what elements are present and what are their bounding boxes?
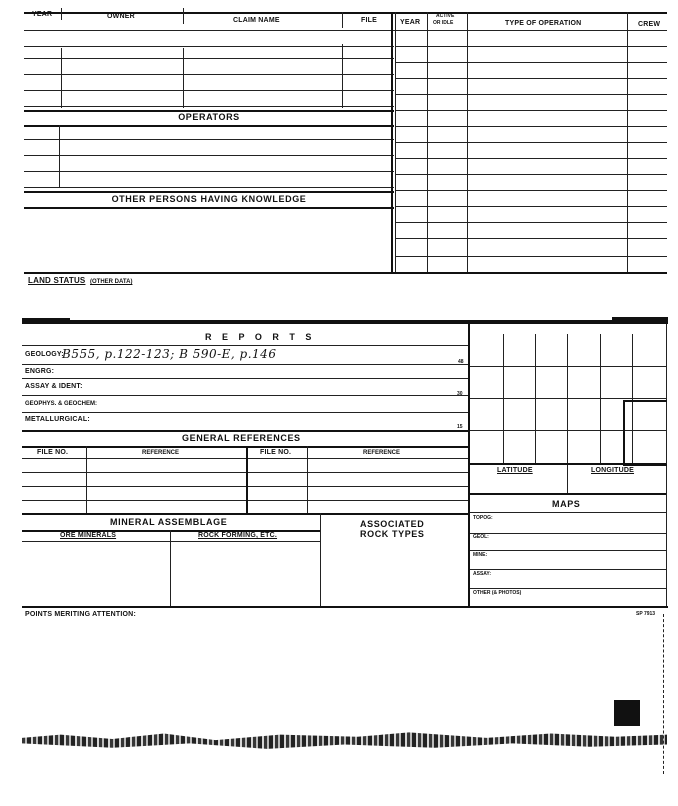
- land-status-label: LAND STATUS: [28, 276, 86, 285]
- row-rule: [395, 46, 667, 47]
- row-rule: [470, 588, 666, 589]
- maps-topog: TOPOG:: [473, 515, 493, 521]
- row-rule: [22, 395, 468, 396]
- scan-smear: [22, 728, 667, 750]
- report-label-assay: ASSAY & IDENT:: [25, 383, 83, 390]
- header-year-2: YEAR: [400, 19, 421, 26]
- maps-geol: GEOL:: [473, 534, 489, 540]
- row-rule: [395, 110, 667, 111]
- right-edge-rule: [663, 614, 664, 774]
- report-value-geology: B555, p.122-123; B 590-E, p.146: [62, 347, 277, 361]
- row-rule: [22, 458, 468, 459]
- row-rule: [22, 486, 468, 487]
- row-rule: [24, 106, 394, 107]
- reports-title-rule: [22, 345, 468, 346]
- row-rule: [395, 174, 667, 175]
- divider: [61, 48, 62, 108]
- divider: [246, 446, 248, 513]
- report-num-metallurgical: 15: [457, 424, 463, 430]
- center-double-rule: [391, 12, 393, 274]
- other-persons-top-rule: [24, 191, 394, 193]
- divider: [342, 44, 343, 108]
- header-active: ACTIVE: [436, 13, 455, 19]
- gen-ref-header-reference-1: REFERENCE: [142, 450, 180, 456]
- row-rule: [395, 142, 667, 143]
- mineral-subheader-rule: [22, 541, 320, 542]
- operators-bottom-rule: [24, 125, 394, 127]
- divider: [183, 8, 184, 24]
- gen-ref-header-reference-2: REFERENCE: [363, 450, 401, 456]
- row-rule: [24, 58, 394, 59]
- report-label-geophys: GEOPHYS. & GEOCHEM:: [25, 401, 98, 407]
- longitude-label: LONGITUDE: [591, 467, 635, 474]
- row-rule: [395, 78, 667, 79]
- rock-forming-label: ROCK FORMING, ETC.: [198, 532, 278, 539]
- maps-assay: ASSAY:: [473, 571, 492, 577]
- header-file: FILE: [361, 17, 377, 24]
- associated-rock-types-line1: ASSOCIATED: [360, 519, 425, 529]
- grid-line: [567, 334, 568, 494]
- divider: [467, 12, 468, 274]
- location-mark: [623, 400, 667, 466]
- row-rule: [395, 126, 667, 127]
- grid-line: [470, 366, 666, 367]
- divider: [307, 446, 308, 513]
- mineral-assemblage-title: MINERAL ASSEMBLAGE: [110, 517, 228, 527]
- row-rule: [24, 74, 394, 75]
- row-rule: [22, 430, 468, 432]
- grid-line: [470, 398, 666, 399]
- row-rule: [395, 222, 667, 223]
- header-type-of-operation: TYPE OF OPERATION: [505, 20, 582, 27]
- gen-ref-header-file-no-1: FILE NO.: [37, 449, 69, 456]
- row-rule: [22, 412, 468, 413]
- maps-title: MAPS: [552, 499, 581, 509]
- row-rule: [395, 94, 667, 95]
- divider: [627, 12, 628, 274]
- points-meriting-attention-label: POINTS MERITING ATTENTION:: [25, 611, 136, 618]
- coords-bottom-rule: [470, 493, 666, 495]
- reports-rule-cap-right: [612, 317, 668, 324]
- header-year: YEAR: [32, 11, 53, 18]
- divider: [59, 125, 60, 187]
- row-rule: [470, 550, 666, 551]
- row-rule: [395, 238, 667, 239]
- gen-ref-header-top: [22, 446, 468, 448]
- row-rule: [24, 90, 394, 91]
- operators-title: OPERATORS: [178, 112, 240, 122]
- reports-title: R E P O R T S: [205, 332, 316, 342]
- reports-rule-cap-left: [22, 318, 70, 324]
- mineral-bottom-rule: [22, 606, 668, 608]
- maps-mine: MINE:: [473, 552, 488, 558]
- center-double-rule: [395, 12, 396, 274]
- grid-line: [503, 334, 504, 464]
- report-num-geology: 48: [458, 359, 464, 365]
- row-rule: [24, 155, 394, 156]
- form-number: SP 7913: [636, 611, 656, 617]
- report-num-geophys: 30: [457, 391, 463, 397]
- row-rule: [395, 256, 667, 257]
- header-owner: OWNER: [107, 13, 135, 20]
- divider: [342, 12, 343, 28]
- header-crew: CREW: [638, 21, 661, 28]
- row-rule: [395, 158, 667, 159]
- row-rule: [24, 171, 394, 172]
- maps-title-rule: [470, 512, 666, 513]
- general-references-title: GENERAL REFERENCES: [182, 433, 301, 443]
- divider: [86, 446, 87, 513]
- report-label-geology: GEOLOGY:: [25, 351, 64, 358]
- reports-heavy-rule: [22, 320, 668, 324]
- grid-line: [535, 334, 536, 464]
- report-label-metallurgical: METALLURGICAL:: [25, 416, 90, 423]
- row-rule: [470, 569, 666, 570]
- land-status-sub: (OTHER DATA): [90, 279, 133, 285]
- header-or-idle: OR IDLE: [433, 20, 454, 26]
- row-rule: [22, 500, 468, 501]
- grid-line: [600, 334, 601, 464]
- registration-mark: [614, 700, 640, 726]
- row-rule: [24, 46, 394, 47]
- row-rule: [470, 533, 666, 534]
- divider: [61, 8, 62, 20]
- ore-minerals-label: ORE MINERALS: [60, 532, 117, 539]
- row-rule: [22, 378, 468, 379]
- header-claim-name: CLAIM NAME: [233, 17, 280, 24]
- row-rule: [395, 206, 667, 207]
- gen-ref-bottom: [22, 513, 468, 515]
- divider: [427, 12, 428, 274]
- other-persons-title: OTHER PERSONS HAVING KNOWLEDGE: [111, 194, 307, 204]
- row-rule: [395, 190, 667, 191]
- row-rule: [24, 187, 394, 188]
- gen-ref-header-file-no-2: FILE NO.: [260, 449, 292, 456]
- other-persons-bottom-rule: [24, 207, 394, 209]
- associated-rock-types-line2: ROCK TYPES: [360, 529, 425, 539]
- report-label-engrg: ENGRG:: [25, 368, 55, 375]
- row-rule: [395, 62, 667, 63]
- latitude-label: LATITUDE: [497, 467, 533, 474]
- header-bottom-rule: [24, 30, 667, 31]
- maps-other: OTHER (& PHOTOS): [473, 590, 522, 596]
- row-rule: [22, 472, 468, 473]
- row-rule: [22, 364, 468, 365]
- divider: [320, 513, 321, 606]
- divider: [183, 48, 184, 108]
- divider: [170, 530, 171, 606]
- row-rule: [24, 139, 394, 140]
- top-table-bottom-rule: [24, 272, 667, 274]
